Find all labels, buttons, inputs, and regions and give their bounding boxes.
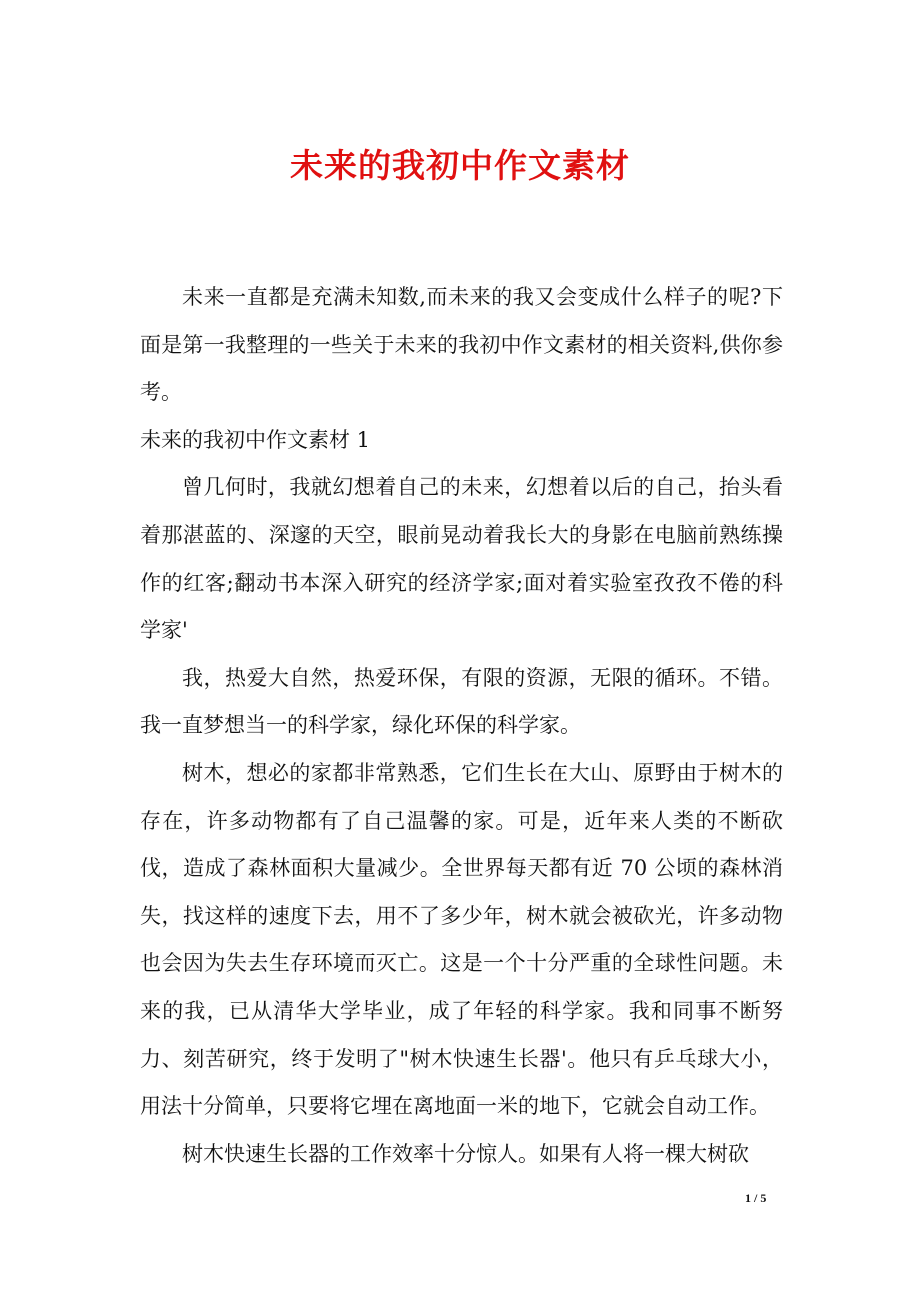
body-paragraph: 树木快速生长器的工作效率十分惊人。如果有人将一棵大树砍 — [182, 1141, 749, 1166]
intro-paragraph: 未来一直都是充满未知数,而未来的我又会变成什么样子的呢?下面是第一我整理的一些关于未来的我初中作文素材的相关资料,供你参考。 — [140, 285, 783, 405]
page-number: 1 / 5 — [745, 1191, 767, 1205]
document-title: 未来的我初中作文素材 — [290, 146, 630, 185]
body-paragraph: 我，热爱大自然，热爱环保，有限的资源，无限的循环。不错。我一直梦想当一的科学家，绿化环保的科学家。 — [140, 665, 783, 738]
body-paragraph: 树木，想必的家都非常熟悉，它们生长在大山、原野由于树木的存在，许多动物都有了自己温馨的家。可是，近年来人类的不断砍伐，造成了森林面积大量减少。全世界每天都有近 70 公顷的森林消失，找这样的速度下去，用不了多少年，树木就会被砍光，许多动物也会因为失去生存环境而灭亡。这是一个十分严重的全球性问题。未来的我，已从清华大学毕业，成了年轻的科学家。我和同事不断努力、刻苦研究，终于发明了"树木快速生长器'。他只有乒乓球大小，用法十分简单，只要将它埋在离地面一米的地下，它就会自动工作。 — [140, 760, 783, 1119]
body-paragraph: 曾几何时，我就幻想着自己的未来，幻想着以后的自己，抬头看着那湛蓝的、深邃的天空，眼前晃动着我长大的身影在电脑前熟练操作的红客;翻动书本深入研究的经济学家;面对着实验室孜孜不倦的科学家' — [140, 475, 783, 643]
document-body — [140, 274, 783, 1178]
section-heading: 未来的我初中作文素材 1 — [140, 427, 371, 452]
